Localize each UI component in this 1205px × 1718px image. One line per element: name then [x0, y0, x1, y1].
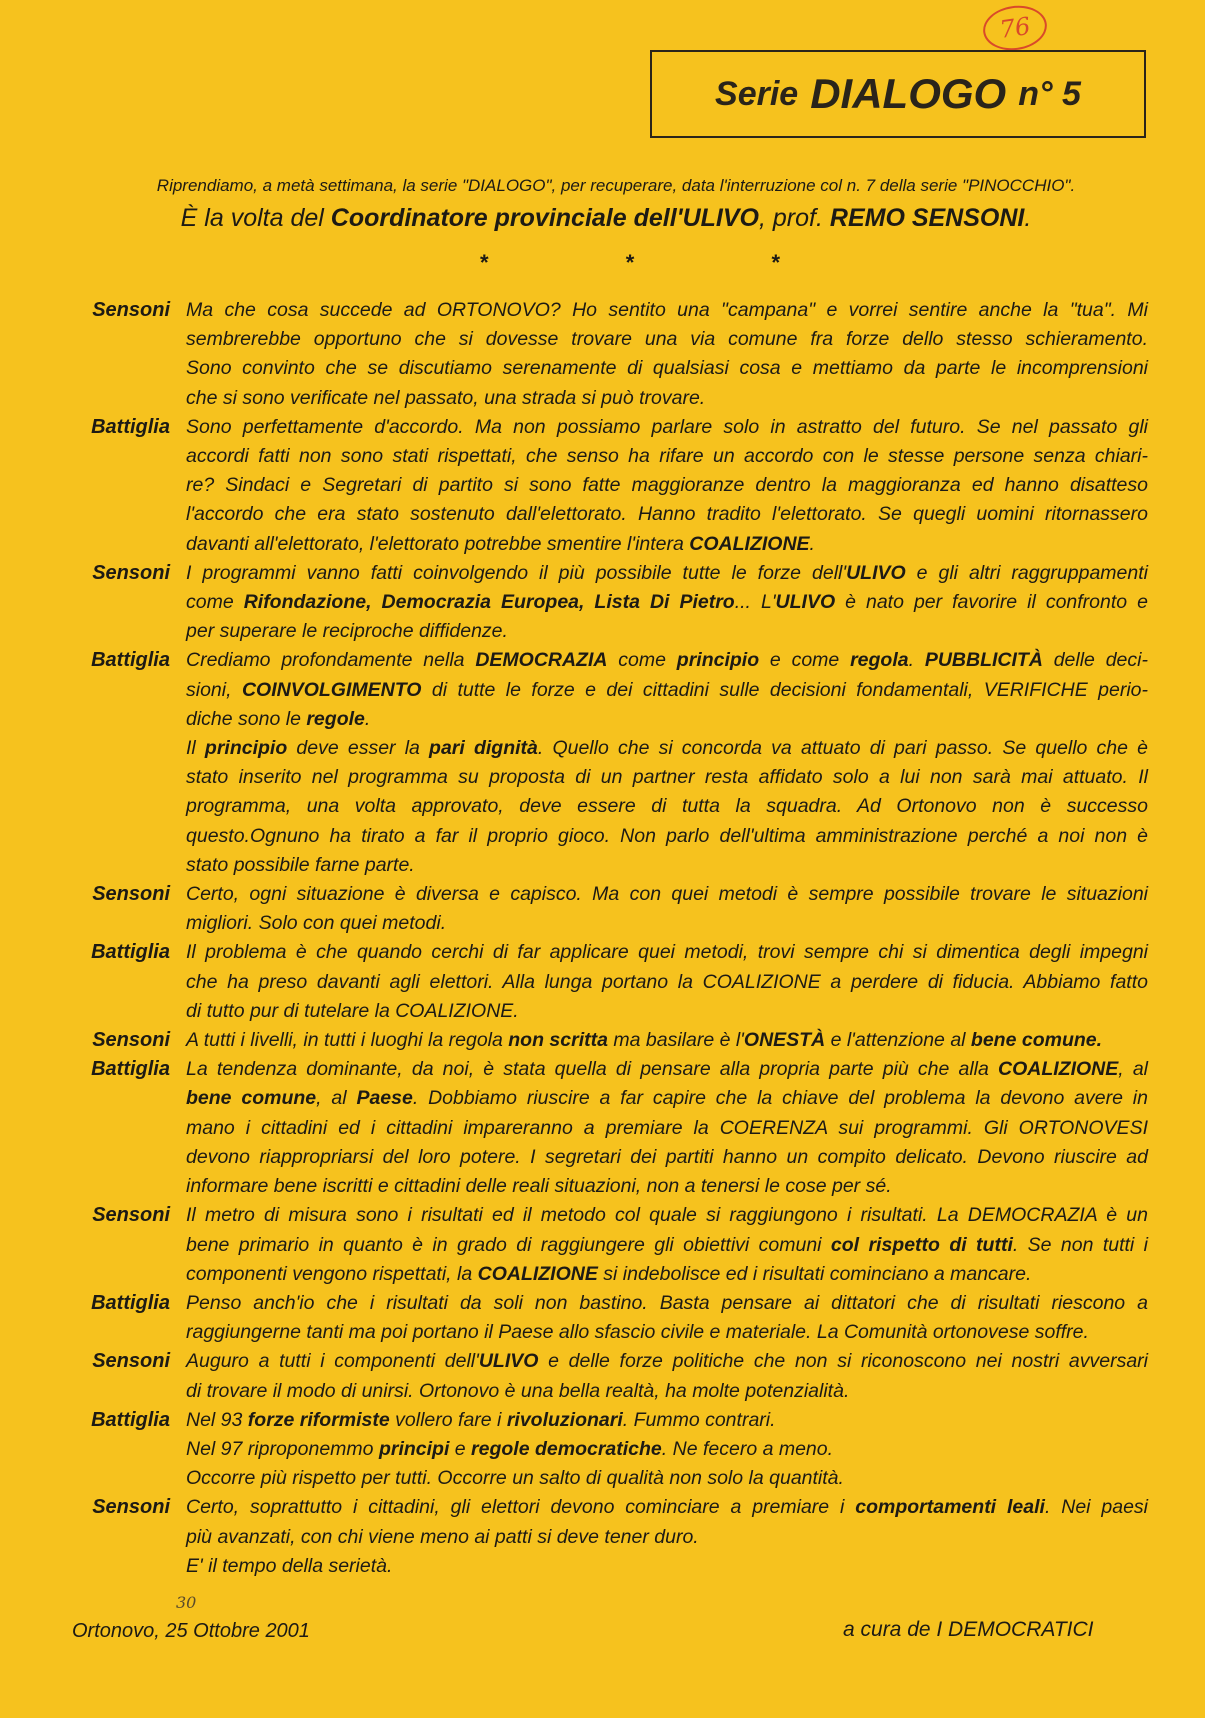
speaker-name: Battiglia: [91, 649, 170, 672]
text-run: informare bene iscritti e cittadini delle reali situazioni, non a tenersi le cose per sé.: [186, 1175, 892, 1198]
bold-text: COINVOLGIMENTO: [241, 678, 422, 701]
footer-credit: a cura de I DEMOCRATICI: [843, 1618, 1094, 1641]
text-run: e gli altri raggruppamenti: [905, 561, 1148, 584]
text-run: La tendenza dominante, da noi, è stata quella di pensare alla propria parte più che alla: [186, 1058, 998, 1081]
text-run: . Ne fecero a meno.: [661, 1437, 834, 1460]
dialogue-entry: [68, 1289, 1148, 1347]
text-line: [186, 500, 1148, 529]
bold-text: bene comune.: [970, 1029, 1103, 1052]
text-run: .: [1024, 204, 1032, 232]
speech-text: [186, 1406, 1148, 1494]
text-run: come: [186, 591, 244, 614]
text-line: [186, 909, 1148, 938]
text-run: devono riappropriarsi del loro potere. I segretari dei partiti hanno un compito delicato. Devono riuscire ad: [186, 1145, 1148, 1168]
text-run: . Quello che si concorda va attuato di pari passo. Se quello che è: [537, 737, 1148, 760]
separator-star: *: [625, 250, 635, 275]
text-run: Il problema è che quando cerchi di far applicare quei metodi, trovi sempre chi si dimentica degli impegni: [186, 941, 1148, 964]
text-line: [186, 938, 1148, 967]
speaker-name: Sensoni: [92, 1029, 170, 1052]
text-run: .: [908, 649, 925, 672]
text-line: [186, 880, 1148, 909]
separator-star: *: [480, 250, 489, 275]
text-run: programma, una volta approvato, deve essere di tutta la squadra. Ad Ortonovo non è successo: [186, 795, 1148, 818]
text-line: [186, 646, 1148, 675]
text-run: è nato per favorire il confronto e: [835, 591, 1148, 614]
text-run: più avanzati, con chi viene meno ai patti si deve tener duro.: [186, 1525, 699, 1548]
speaker-name: Battiglia: [91, 1058, 170, 1081]
speaker-name: Sensoni: [92, 1204, 170, 1227]
text-run: Certo, soprattutto i cittadini, gli elettori devono cominciare a premiare i: [186, 1496, 856, 1519]
text-run: davanti all'elettorato, l'elettorato potrebbe smentire l'intera: [186, 532, 690, 555]
text-run: E' il tempo della serietà.: [186, 1554, 393, 1577]
speaker-name: Sensoni: [92, 299, 170, 321]
text-line: [186, 413, 1148, 442]
text-run: A tutti i livelli, in tutti i luoghi la regola: [186, 1029, 509, 1052]
dialogue-entry: [68, 559, 1148, 647]
intro-line: Riprendiamo, a metà settimana, la serie "DIALOGO", per recuperare, data l'interruzione col n. 7 della serie "PINOCCHIO".: [156, 176, 1076, 195]
text-run: . Fummo contrari.: [622, 1408, 776, 1431]
speaker-name: Battiglia: [91, 415, 170, 438]
text-line: [186, 325, 1148, 354]
bold-text: REMO SENSONI: [829, 204, 1025, 232]
text-line: [186, 1260, 1148, 1289]
text-run: I programmi vanno fatti coinvolgendo il più possibile tutte le forze dell': [186, 561, 847, 584]
text-run: questo.Ognuno ha tirato a far il proprio gioco. Non parlo dell'ultima amministrazione perché a noi non è: [186, 824, 1148, 847]
handwritten-page-number: 76: [980, 2, 1050, 54]
text-line: [186, 1084, 1148, 1113]
text-run: , al: [1118, 1058, 1148, 1081]
text-line: [186, 822, 1148, 851]
text-line: [186, 1523, 1148, 1552]
speaker-name: Battiglia: [91, 1291, 170, 1314]
text-run: per superare le reciproche diffidenze.: [186, 620, 508, 643]
text-run: bene primario in quanto è in grado di raggiungere gli obiettivi comuni: [186, 1233, 831, 1256]
text-run: Il metro di misura sono i risultati ed il metodo col quale si raggiungono i risultati. La DEMOCRAZIA è un: [186, 1204, 1148, 1227]
bold-text: comportamenti leali: [855, 1496, 1045, 1519]
bold-text: ULIVO: [775, 591, 836, 614]
speaker-name: Sensoni: [92, 883, 170, 906]
text-line: [186, 1347, 1148, 1376]
text-line: [186, 1493, 1148, 1522]
text-line: [186, 588, 1148, 617]
text-line: [186, 1289, 1148, 1318]
bold-text: forze riformiste: [247, 1408, 390, 1431]
speech-text: [186, 1055, 1148, 1201]
text-line: [186, 442, 1148, 471]
text-run: Sono perfettamente d'accordo. Ma non possiamo parlare solo in astratto del futuro. Se nel passato gli: [186, 415, 1148, 438]
text-run: che ha preso davanti agli elettori. Alla lunga portano la COALIZIONE a perdere di fiducia. Abbiamo fatto: [186, 970, 1148, 993]
speech-text: [186, 1026, 1148, 1055]
text-run: re? Sindaci e Segretari di partito si sono fatte maggioranze dentro la maggioranza ed hanno disatteso: [186, 474, 1148, 497]
text-run: e l'attenzione al: [825, 1029, 971, 1052]
text-line: [186, 1143, 1148, 1172]
text-line: [186, 471, 1148, 500]
bold-text: ULIVO: [846, 561, 906, 584]
bold-text: principio: [204, 737, 288, 760]
text-line: [186, 1406, 1148, 1435]
text-run: È la volta del: [180, 204, 331, 232]
footer-date: Ortonovo, 25 Ottobre 2001: [72, 1620, 310, 1642]
text-line: [186, 384, 1148, 413]
text-line: [186, 1231, 1148, 1260]
text-run: si indebolisce ed i risultati cominciano a mancare.: [597, 1262, 1032, 1285]
bold-text: rivoluzionari: [506, 1408, 623, 1431]
speaker-name: Sensoni: [92, 1350, 170, 1373]
bold-text: DEMOCRAZIA: [475, 649, 608, 672]
text-line: [186, 1114, 1148, 1143]
speech-text: [186, 559, 1148, 647]
dialogue-entry: [68, 646, 1148, 880]
speech-text: [186, 646, 1148, 880]
handwritten-date-correction: 30: [176, 1593, 197, 1612]
text-line: [186, 705, 1148, 734]
text-run: vollero fare i: [389, 1408, 507, 1431]
text-line: [186, 851, 1148, 880]
dialogue-entry: [68, 296, 1148, 413]
text-line: [186, 676, 1148, 705]
text-run: e come: [759, 649, 851, 672]
text-line: [186, 763, 1148, 792]
text-line: [186, 1318, 1148, 1347]
text-line: [186, 734, 1148, 763]
text-run: e delle forze politiche che non si riconoscono nei nostri avversari: [538, 1350, 1148, 1373]
text-run: .: [364, 707, 371, 730]
text-run: che si sono verificate nel passato, una strada si può trovare.: [186, 386, 706, 409]
text-run: migliori. Solo con quei metodi.: [186, 912, 447, 935]
separator: [480, 250, 780, 276]
text-line: [186, 968, 1148, 997]
text-run: Ma che cosa succede ad ORTONOVO? Ho sentito una "campana" e vorrei sentire anche la "tua". Mi: [186, 299, 1148, 321]
text-line: [186, 354, 1148, 383]
bold-text: COALIZIONE: [477, 1262, 598, 1285]
intro-headline: [86, 204, 1126, 233]
text-run: Certo, ogni situazione è diversa e capisco. Ma con quei metodi è sempre possibile trovare le situazioni: [186, 883, 1148, 906]
bold-text: principio: [676, 649, 760, 672]
text-run: Il: [186, 737, 205, 760]
text-run: ... L': [734, 591, 776, 614]
text-run: sioni,: [186, 678, 242, 701]
bold-text: ULIVO: [478, 1350, 539, 1373]
text-run: deve esser la: [287, 737, 430, 760]
speech-text: [186, 1201, 1148, 1289]
bold-text: PUBBLICITÀ: [924, 649, 1043, 672]
text-line: [186, 1201, 1148, 1230]
title-number: n° 5: [1018, 74, 1081, 113]
text-line: [186, 997, 1148, 1026]
speech-text: [186, 938, 1148, 1026]
text-run: Auguro a tutti i componenti dell': [186, 1350, 479, 1373]
speech-text: [186, 880, 1148, 938]
dialogue-entry: [68, 880, 1148, 938]
bold-text: Paese: [356, 1087, 413, 1110]
bold-text: regola: [850, 649, 909, 672]
dialogue-entry: [68, 938, 1148, 1026]
text-line: [186, 1464, 1148, 1493]
text-run: l'accordo che era stato sostenuto dall'elettorato. Hanno tradito l'elettorato. Se quegli uomini ritornassero: [186, 503, 1148, 526]
bold-text: col rispetto di tutti: [830, 1233, 1013, 1256]
text-run: sembrerebbe opportuno che si dovesse trovare una via comune fra forze dello stesso schieramento.: [186, 328, 1148, 351]
speaker-name: Sensoni: [92, 561, 170, 584]
text-run: accordi fatti non sono stati rispettati, che senso ha rifare un accordo con le stesse persone senza chiari-: [186, 445, 1148, 468]
bold-text: pari dignità: [429, 737, 538, 760]
text-line: [186, 1435, 1148, 1464]
text-run: .: [809, 532, 815, 555]
dialogue-entry: [68, 1026, 1148, 1055]
text-run: raggiungerne tanti ma poi portano il Paese allo sfascio civile e materiale. La Comunità ortonovese soffre.: [186, 1321, 1089, 1344]
text-run: Penso anch'io che i risultati da soli non bastino. Basta pensare ai dittatori che di risultati riescono a: [186, 1291, 1148, 1314]
text-run: come: [607, 649, 677, 672]
speaker-name: Sensoni: [92, 1496, 170, 1519]
bold-text: regole: [306, 707, 365, 730]
text-run: di tutte le forze e dei cittadini sulle decisioni fondamentali, VERIFICHE perio-: [421, 678, 1148, 701]
text-run: stato possibile farne parte.: [186, 853, 415, 876]
text-line: [186, 1172, 1148, 1201]
speech-text: [186, 413, 1148, 559]
text-line: [186, 1377, 1148, 1406]
separator-star: *: [771, 250, 780, 275]
dialogue-entry: [68, 413, 1148, 559]
bold-text: principi: [378, 1437, 450, 1460]
bold-text: ONESTÀ: [743, 1029, 826, 1052]
speech-text: [186, 1493, 1148, 1581]
bold-text: non scritta: [508, 1029, 608, 1052]
bold-text: regole democratiche: [471, 1437, 662, 1460]
text-line: [186, 530, 1148, 559]
dialogue-entry: [68, 1055, 1148, 1201]
text-run: Occorre più rispetto per tutti. Occorre un salto di qualità non solo la quantità.: [186, 1467, 844, 1490]
speech-text: [186, 296, 1148, 413]
dialogue: [68, 296, 1148, 1581]
dialogue-entry: [68, 1406, 1148, 1494]
title-serie: Serie: [715, 74, 799, 113]
text-run: mano i cittadini ed i cittadini impareranno a premiare la COERENZA sui programmi. Gli ORTONOVESI: [186, 1116, 1148, 1139]
speaker-name: Battiglia: [91, 941, 170, 964]
text-run: diche sono le: [186, 707, 307, 730]
dialogue-entry: [68, 1347, 1148, 1405]
speaker-name: Battiglia: [91, 1408, 170, 1431]
text-run: , prof.: [759, 204, 830, 232]
text-line: [186, 792, 1148, 821]
text-line: [186, 296, 1148, 325]
text-run: stato inserito nel programma su proposta di un partner resta affidato solo a lui non sarà mai attuato. Il: [186, 766, 1148, 789]
text-run: componenti vengono rispettati, la: [186, 1262, 478, 1285]
text-run: di tutto pur di tutelare la COALIZIONE.: [186, 999, 519, 1022]
text-run: di trovare il modo di unirsi. Ortonovo è una bella realtà, ha molte potenzialità.: [186, 1379, 850, 1402]
speech-text: [186, 1347, 1148, 1405]
title-box: [650, 50, 1146, 138]
bold-text: Rifondazione, Democrazia Europea, Lista Di Pietro: [243, 591, 735, 614]
text-line: [186, 617, 1148, 646]
text-line: [186, 1055, 1148, 1084]
text-line: [186, 1552, 1148, 1581]
text-run: Nel 93: [186, 1408, 248, 1431]
text-run: ma basilare è l': [607, 1029, 744, 1052]
text-run: e: [449, 1437, 472, 1460]
bold-text: Coordinatore provinciale dell'ULIVO: [330, 204, 760, 232]
bold-text: bene comune: [186, 1087, 317, 1110]
text-run: delle deci-: [1042, 649, 1148, 672]
bold-text: COALIZIONE: [998, 1058, 1119, 1081]
text-run: , al: [316, 1087, 357, 1110]
text-line: [186, 559, 1148, 588]
text-run: . Nei paesi: [1044, 1496, 1148, 1519]
speech-text: [186, 1289, 1148, 1347]
dialogue-entry: [68, 1201, 1148, 1289]
dialogue-entry: [68, 1493, 1148, 1581]
text-run: . Se non tutti i: [1012, 1233, 1148, 1256]
text-run: Nel 97 riproponemmo: [186, 1437, 379, 1460]
text-run: Sono convinto che se discutiamo serenamente di qualsiasi cosa e mettiamo da parte le incomprensioni: [186, 357, 1148, 380]
text-run: . Dobbiamo riuscire a far capire che la chiave del problema la devono avere in: [412, 1087, 1148, 1110]
bold-text: COALIZIONE: [689, 532, 810, 555]
text-run: Crediamo profondamente nella: [186, 649, 476, 672]
text-line: [186, 1026, 1148, 1055]
title-dialogo: DIALOGO: [810, 70, 1007, 117]
